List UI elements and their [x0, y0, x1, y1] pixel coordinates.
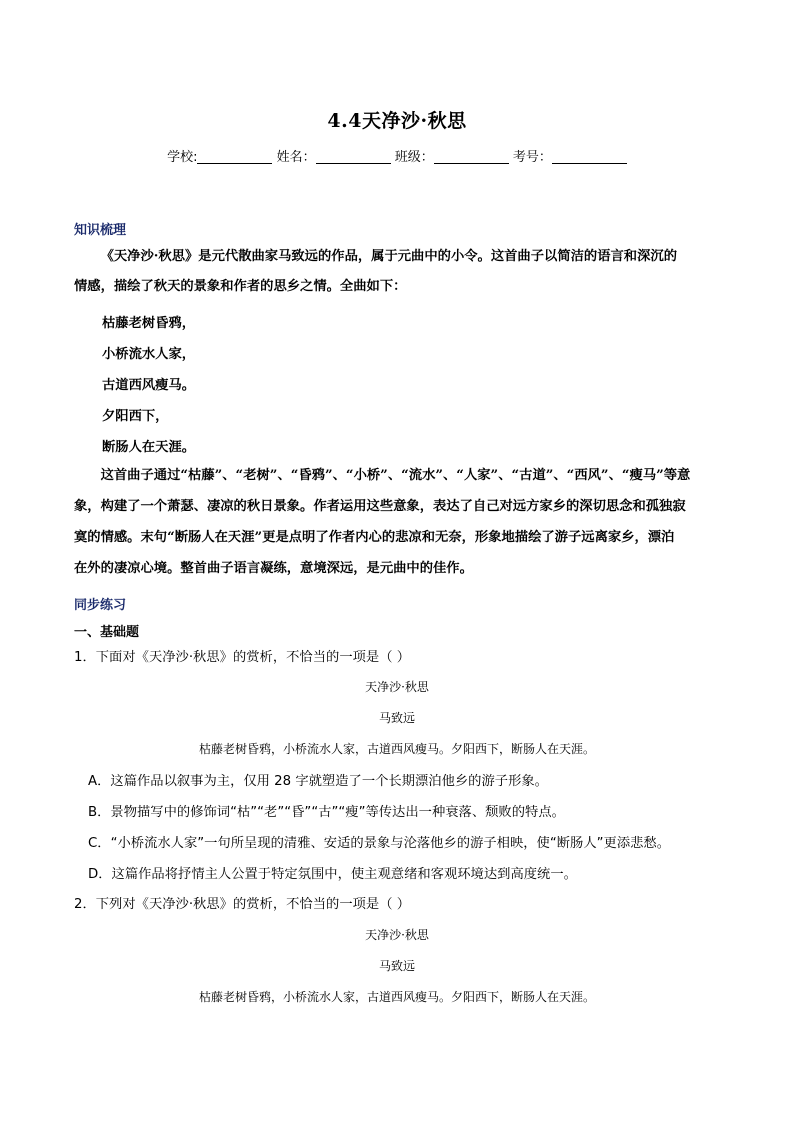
- intro-line-2: 情感，描绘了秋天的景象和作者的思乡之情。全曲如下：: [74, 279, 407, 294]
- q1-option-b: B．景物描写中的修饰词“枯”“老”“昏”“古”“瘦”等传达出一种衰落、颓败的特点。: [88, 805, 565, 820]
- q2-poem-title: 天净沙·秋思: [365, 928, 429, 942]
- section-practice-heading: 同步练习: [74, 598, 127, 613]
- analysis-line-4: 在外的凄凉心境。整首曲子语言凝练，意境深远，是元曲中的佳作。: [74, 561, 473, 576]
- number-label: 考号：: [512, 150, 552, 165]
- verse-line-2: 小桥流水人家，: [102, 347, 196, 362]
- question-1-stem: 1．下面对《天净沙·秋思》的赏析，不恰当的一项是（ ）: [74, 650, 411, 665]
- analysis-line-1: 这首曲子通过“枯藤”、“老树”、“昏鸦”、“小桥”、“流水”、“人家”、“古道”、“西风”、“瘦马”等意: [100, 468, 691, 483]
- class-label: 班级：: [394, 150, 434, 165]
- q2-poem-text: 枯藤老树昏鸦，小桥流水人家，古道西风瘦马。夕阳西下，断肠人在天涯。: [198, 990, 595, 1004]
- q1-option-a: A．这篇作品以叙事为主，仅用 28 字就塑造了一个长期漂泊他乡的游子形象。: [88, 774, 548, 789]
- name-label: 姓名：: [276, 150, 316, 165]
- analysis-line-3: 寞的情感。末句“断肠人在天涯”更是点明了作者内心的悲凉和无奈，形象地描绘了游子远离家乡，漂泊: [74, 530, 675, 545]
- analysis-line-2: 象，构建了一个萧瑟、凄凉的秋日景象。作者运用这些意象，表达了自己对远方家乡的深切思念和孤独寂: [74, 499, 686, 514]
- verse-line-3: 古道西风瘦马。: [102, 378, 196, 393]
- school-blank: [197, 149, 272, 164]
- school-label: 学校:: [167, 150, 198, 165]
- student-info-line: [0, 146, 794, 165]
- section-basic-heading: 一、基础题: [74, 625, 140, 640]
- verse-line-4: 夕阳西下，: [102, 409, 169, 424]
- q1-option-d: D．这篇作品将抒情主人公置于特定氛围中，使主观意绪和客观环境达到高度统一。: [88, 867, 577, 882]
- section-knowledge-heading: 知识梳理: [74, 223, 127, 238]
- q1-poem-author: 马致远: [378, 711, 415, 725]
- q2-poem-author: 马致远: [378, 959, 415, 973]
- intro-line-1: 《天净沙·秋思》是元代散曲家马致远的作品，属于元曲中的小令。这首曲子以简洁的语言和深沉的: [100, 249, 677, 264]
- number-blank: [552, 149, 627, 164]
- q1-option-c: C．“小桥流水人家”一句所呈现的清雅、安适的景象与沦落他乡的游子相映，使“断肠人”更添悲愁。: [88, 836, 671, 851]
- class-blank: [434, 149, 509, 164]
- verse-line-5: 断肠人在天涯。: [102, 440, 196, 455]
- page-title: 4.4天净沙·秋思: [327, 110, 467, 132]
- verse-line-1: 枯藤老树昏鸦，: [102, 316, 196, 331]
- q1-poem-text: 枯藤老树昏鸦，小桥流水人家，古道西风瘦马。夕阳西下，断肠人在天涯。: [198, 742, 595, 756]
- question-2-stem: 2．下列对《天净沙·秋思》的赏析，不恰当的一项是（ ）: [74, 897, 411, 912]
- q1-poem-title: 天净沙·秋思: [365, 680, 429, 694]
- name-blank: [316, 149, 391, 164]
